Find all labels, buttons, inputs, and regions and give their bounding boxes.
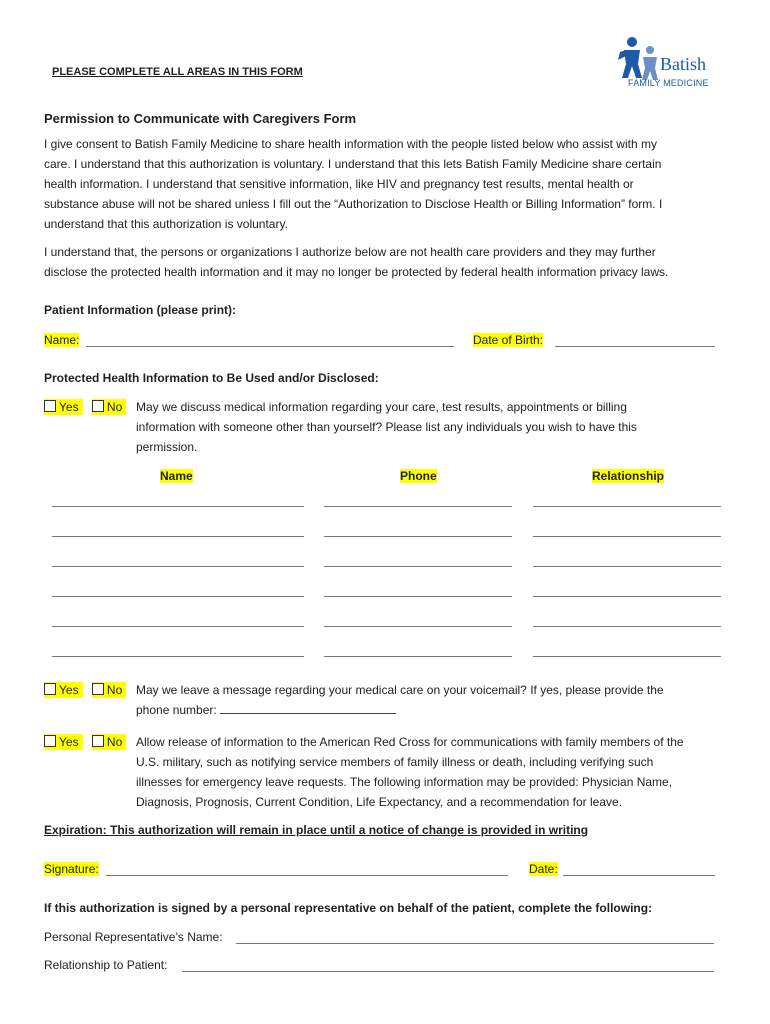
expiration-notice: Expiration: This authorization will remain in place until a notice of change is provided in writing xyxy=(44,823,589,837)
date-of-birth-field[interactable] xyxy=(555,346,715,347)
understand-line: disclose the protected health information and it may no longer be protected by federal health information privacy laws. xyxy=(44,265,669,279)
contact-name-field[interactable] xyxy=(52,536,304,537)
contact-relationship-field[interactable] xyxy=(533,506,721,507)
date-of-birth-label: Date of Birth: xyxy=(473,333,544,347)
q1-no-option[interactable]: No xyxy=(92,399,126,415)
signature-label: Signature: xyxy=(44,862,99,876)
phi-heading: Protected Health Information to Be Used and/or Disclosed: xyxy=(44,371,379,385)
checkbox-icon[interactable] xyxy=(44,683,56,695)
voicemail-phone-field[interactable] xyxy=(220,701,396,714)
q3-yes-no xyxy=(44,734,126,750)
contact-relationship-field[interactable] xyxy=(533,536,721,537)
understand-paragraph xyxy=(44,242,734,282)
signature-field[interactable] xyxy=(106,875,508,876)
contact-name-field[interactable] xyxy=(52,626,304,627)
contact-phone-field[interactable] xyxy=(324,506,512,507)
contact-name-field[interactable] xyxy=(52,596,304,597)
representative-relationship-label: Relationship to Patient: xyxy=(44,958,168,972)
q1-yes-option[interactable]: Yes xyxy=(44,399,83,415)
q1-yes-no xyxy=(44,399,126,415)
consent-line: care. I understand that this authorization is voluntary. I understand that this lets Batish Family Medicine share certain xyxy=(44,157,662,171)
signature-date-label: Date: xyxy=(529,862,558,876)
checkbox-icon[interactable] xyxy=(92,735,104,747)
column-name-heading: Name xyxy=(160,469,193,483)
column-relationship-heading: Relationship xyxy=(592,469,665,483)
family-figures-icon xyxy=(618,36,662,80)
patient-name-field[interactable] xyxy=(86,346,454,347)
patient-name-label: Name: xyxy=(44,333,80,347)
consent-line: health information. I understand that sensitive information, like HIV and pregnancy test results, mental health or xyxy=(44,177,634,191)
representative-name-label: Personal Representative’s Name: xyxy=(44,930,223,944)
logo-name: Batish xyxy=(660,54,707,74)
consent-line: understand that this authorization is voluntary. xyxy=(44,217,288,231)
q3-question: Allow release of information to the American Red Cross for communications with family members of the U.S. military, such as notifying service members of family illness or death, including verifying such illnesses for emergency leave requests. The following information may be provided: Physician Name, Diagnosis, Prognosis, Current Condition, Life Expectancy, and a recommendation for leave. xyxy=(136,735,684,809)
form-title: Permission to Communicate with Caregivers Form xyxy=(44,111,357,126)
contact-relationship-field[interactable] xyxy=(533,566,721,567)
q2-question: May we leave a message regarding your medical care on your voicemail? If yes, please provide the phone number: xyxy=(136,683,664,717)
q2-no-option[interactable]: No xyxy=(92,682,126,698)
batish-logo xyxy=(618,36,728,92)
checkbox-icon[interactable] xyxy=(44,735,56,747)
contact-phone-field[interactable] xyxy=(324,656,512,657)
checkbox-icon[interactable] xyxy=(92,683,104,695)
contact-relationship-field[interactable] xyxy=(533,626,721,627)
consent-line: I give consent to Batish Family Medicine to share health information with the people listed below who assist with my xyxy=(44,137,657,151)
representative-relationship-field[interactable] xyxy=(182,971,714,972)
q3-yes-option[interactable]: Yes xyxy=(44,734,83,750)
contact-phone-field[interactable] xyxy=(324,596,512,597)
contact-name-field[interactable] xyxy=(52,506,304,507)
representative-heading: If this authorization is signed by a personal representative on behalf of the patient, complete the following: xyxy=(44,901,653,915)
signature-date-field[interactable] xyxy=(563,875,715,876)
q3-no-option[interactable]: No xyxy=(92,734,126,750)
patient-info-heading: Patient Information (please print): xyxy=(44,303,237,317)
contact-name-field[interactable] xyxy=(52,566,304,567)
understand-line: I understand that, the persons or organizations I authorize below are not health care providers and they may further xyxy=(44,245,656,259)
q1-question: May we discuss medical information regarding your care, test results, appointments or billing information with someone other than yourself? Please list any individuals you wish to have this permission. xyxy=(136,400,637,454)
logo-subtitle: FAMILY MEDICINE xyxy=(628,78,709,88)
contact-name-field[interactable] xyxy=(52,656,304,657)
contact-relationship-field[interactable] xyxy=(533,596,721,597)
q2-yes-option[interactable]: Yes xyxy=(44,682,83,698)
q2-yes-no xyxy=(44,682,126,698)
contact-phone-field[interactable] xyxy=(324,626,512,627)
contact-relationship-field[interactable] xyxy=(533,656,721,657)
column-phone-heading: Phone xyxy=(400,469,437,483)
contact-phone-field[interactable] xyxy=(324,566,512,567)
consent-paragraph xyxy=(44,134,734,234)
contact-phone-field[interactable] xyxy=(324,536,512,537)
form-instruction: PLEASE COMPLETE ALL AREAS IN THIS FORM xyxy=(52,66,303,78)
consent-line: substance abuse will not be shared unless I fill out the “Authorization to Disclose Health or Billing Information” form. I xyxy=(44,197,663,211)
checkbox-icon[interactable] xyxy=(44,400,56,412)
checkbox-icon[interactable] xyxy=(92,400,104,412)
representative-name-field[interactable] xyxy=(236,943,714,944)
